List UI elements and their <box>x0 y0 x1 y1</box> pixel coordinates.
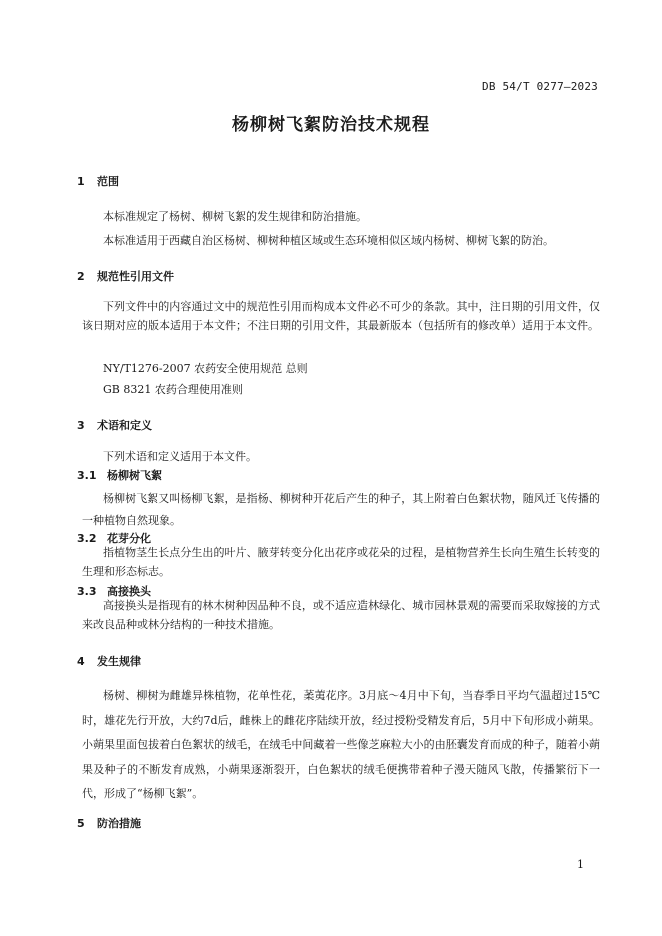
term-title: 高接换头 <box>107 585 151 598</box>
section-number: 1 <box>77 175 85 188</box>
term-number: 3.1 <box>77 469 97 482</box>
term-3-1-definition: 杨柳树飞絮又叫杨柳飞絮，是指杨、柳树种开花后产生的种子，其上附着白色絮状物，随风迁飞传播的一种植物自然现象。 <box>82 492 600 527</box>
section-3-heading <box>77 417 152 433</box>
section-title: 规范性引用文件 <box>97 270 174 283</box>
term-title: 杨柳树飞絮 <box>107 469 162 482</box>
section-1-heading <box>77 173 119 189</box>
section-title: 术语和定义 <box>97 419 152 432</box>
section-title: 发生规律 <box>97 655 141 668</box>
section-number: 3 <box>77 419 85 432</box>
term-3-1-heading <box>77 467 162 483</box>
term-number: 3.2 <box>77 532 97 545</box>
term-3-2-definition: 指植物茎生长点分生出的叶片、腋芽转变分化出花序或花朵的过程，是植物营养生长向生殖生长转变的生理和形态标志。 <box>82 546 600 578</box>
normative-reference-2: GB 8321 农药合理使用准则 <box>103 383 243 396</box>
section-number: 4 <box>77 655 85 668</box>
normative-reference-1: NY/T1276-2007 农药安全使用规范 总则 <box>103 362 308 375</box>
page-number: 1 <box>577 858 584 871</box>
section-number: 2 <box>77 270 85 283</box>
section-3-intro: 下列术语和定义适用于本文件。 <box>103 450 257 463</box>
section-4-paragraph: 杨树、柳树为雌雄异株植物，花单性花，葇荑花序。3月底～4月中下旬，当春季日平均气温超过15℃时，雄花先行开放，大约7d后，雌株上的雌花序陆续开放，经过授粉受精发育后，5月中下旬形成小蒴果。小蒴果里面包拔着白色絮状的绒毛，在绒毛中间藏着一些像芝麻粒大小的由胚囊发育而成的种子，随着小蒴果及种子的不断发育成熟，小蒴果逐渐裂开，白色絮状的绒毛便携带着种子漫天随风飞散，传播繁衍下一代，形成了“杨柳飞絮”。 <box>82 689 600 800</box>
section-1-paragraph-1: 本标准规定了杨树、柳树飞絮的发生规律和防治措施。 <box>103 210 367 223</box>
term-number: 3.3 <box>77 585 97 598</box>
section-2-heading <box>77 268 174 284</box>
document-title: 杨柳树飞絮防治技术规程 <box>232 115 430 135</box>
section-4-heading <box>77 653 141 669</box>
section-2-intro: 下列文件中的内容通过文中的规范性引用而构成本文件必不可少的条款。其中，注日期的引用文件，仅该日期对应的版本适用于本文件；不注日期的引用文件，其最新版本（包括所有的修改单）适用于本文件。 <box>82 300 600 332</box>
section-number: 5 <box>77 817 85 830</box>
section-title: 防治措施 <box>97 817 141 830</box>
standard-code: DB 54/T 0277—2023 <box>482 80 598 93</box>
term-title: 花芽分化 <box>107 532 151 545</box>
section-title: 范围 <box>97 175 119 188</box>
section-5-heading <box>77 815 141 831</box>
section-1-paragraph-2: 本标准适用于西藏自治区杨树、柳树种植区域或生态环境相似区域内杨树、柳树飞絮的防治。 <box>103 234 554 247</box>
term-3-3-definition: 高接换头是指现有的林木树种因品种不良，或不适应造林绿化、城市园林景观的需要而采取嫁接的方式来改良品种或林分结构的一种技术措施。 <box>82 599 600 631</box>
